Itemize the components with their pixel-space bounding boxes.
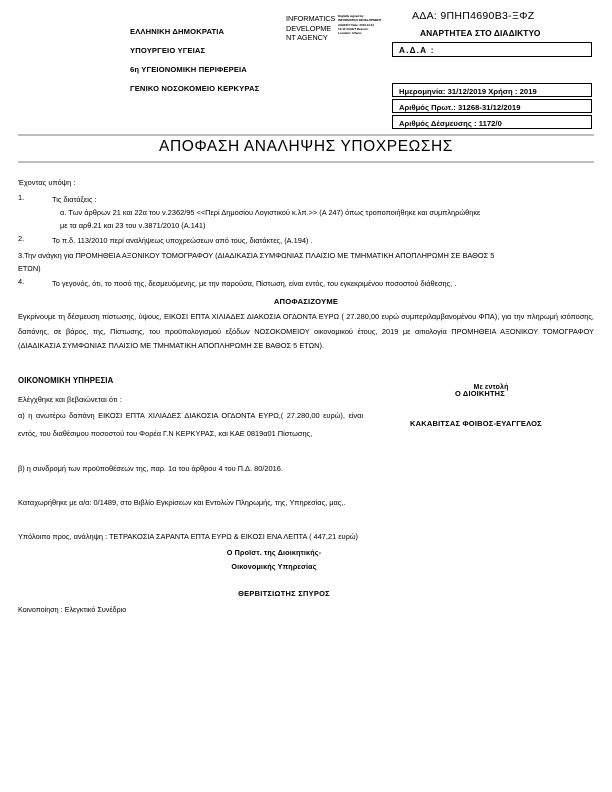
list-item-4-text: Το γεγονός, ότι, το ποσό της, δεσμευόμενης, με την παρούσα, Πίστωση, είναι εντός, του εγκεκριμένου ποσοστού διάθεσης, .: [52, 279, 457, 288]
list-item-1b-text: με τα αρθ.21 και 23 του ν.3871/2010 (Α.141): [60, 221, 206, 230]
issuing-authority-block: [130, 22, 310, 98]
signatory-role-line-2: Οικονομικής Υπηρεσίας: [231, 562, 317, 571]
list-item-2-text: Το π.δ. 113/2010 περί αναλήψεως υποχρεώσεων από τους, διατάκτες, (Α.194) .: [52, 236, 313, 245]
protocol-date-box: [392, 83, 592, 97]
ada-field-box: [392, 42, 592, 57]
authority-line-republic: ΕΛΛΗΝΙΚΗ ΔΗΜΟΚΡΑΤΙΑ: [130, 27, 225, 36]
administrator-title: Ο ΔΙΟΙΚΗΤΗΣ: [455, 389, 505, 398]
protocol-date-text: Ημερομηνία: 31/12/2019 Χρήση : 2019: [399, 86, 537, 96]
ada-code: ΑΔΑ: 9ΠΗΠ4690Β3-ΞΦΖ: [412, 10, 535, 22]
financial-paragraph-a: α) η ανωτέρω δαπάνη ΕΙΚΟΣΙ ΕΠΤΑ ΧΙΛΙΑΔΕΣ ΔΙΑΚΟΣΙΑ ΟΓΔΟΝΤΑ ΕΥΡΩ,( 27.280,00 ευρώ), είναι εντός, του διαθέσιμου ποσοστού του Φορέα Γ.Ν ΚΕΡΚΥΡΑΣ, και ΚΑΕ 0819α01 Πίστωσης,: [18, 411, 363, 438]
list-item-2-number: 2.: [18, 234, 25, 243]
title-rule-bottom: [18, 161, 594, 163]
decision-heading: ΑΠΟΦΑΣΙΖΟΥΜΕ: [273, 297, 339, 306]
list-item-1-number: 1.: [18, 193, 25, 202]
signatory-role-block: [0, 546, 580, 574]
title-rule-top: [18, 134, 594, 136]
decision-paragraph: Εγκρίνουμε τη δέσμευση πίστωσης, ύψους, ΕΙΚΟΣΙ ΕΠΤΑ ΧΙΛΙΑΔΕΣ ΔΙΑΚΟΣΙΑ ΟΓΔΟΝΤΑ ΕΥΡΩ ( 27.280,00 ευρώ συμπεριλαμβανομένου ΦΠΑ), για την πληρωμή ισόποσης, δαπάνης, σε βάρος, της, Πίστωσης, του προϋπολογισμού εξόδων ΝΟΣΟΚΟΜΕΙΟΥ οικονομικού έτους, 2019 με αιτιολογία ΠΡΟΜΗΘΕΙΑ ΑΞΟΝΙΚΟΥ ΤΟΜΟΓΡΑΦΟΥ (ΔΙΑΔΙΚΑΣΙΑ ΣΥΜΦΩΝΙΑΣ ΠΛΑΙΣΙΟ ΜΕ ΤΜΗΜΑΤΙΚΗ ΑΠΟΠΛΗΡΩΜΗ ΣΕ ΒΑΘΟΣ 5 ΕΤΩΝ).: [18, 312, 594, 351]
signatory-role-line-1: Ο Προϊστ. της Διοικητικής-: [226, 548, 322, 557]
authority-line-region: 6η ΥΓΕΙΟΝΟΜΙΚΗ ΠΕΡΙΦΕΡΕΙΑ: [130, 65, 247, 74]
signature-details-text: Digitally signed by INFORMATICS DEVELOPMENT AGENCY Date: 2019.12.31 12:41:23 EET Reason: Location: Athens: [338, 14, 382, 36]
authority-line-ministry: ΥΠΟΥΡΓΕΙΟ ΥΓΕΙΑΣ: [130, 46, 206, 55]
by-order-label: [185, 376, 612, 394]
list-item-1a-text: α. Των άρθρων 21 και 22α του ν.2362/95 <<Περί Δημοσίου Λογιστικού κ.λπ.>> (Α 247) όπως τροποποιήθηκε και συμπληρώθηκε: [60, 208, 481, 217]
ada-field-label: Α.Δ.Α :: [399, 46, 435, 55]
financial-registration-paragraph: Καταχωρήθηκε με α/α: 0/1489, στο Βιβλίο Εγκρίσεων και Εντολών Πληρωμής, της, Υπηρεσίας, μας,.: [18, 498, 346, 507]
signature-agency-name: INFORMATICS DEVELOPMENT AGENCY: [286, 14, 336, 43]
commitment-number-text: Αριθμός Δέσμευσης : 1172/0: [399, 118, 502, 128]
list-item-4-number: 4.: [18, 277, 25, 286]
publish-notice: ΑΝΑΡΤΗΤΕΑ ΣΤΟ ΔΙΑΔΙΚΤΥΟ: [420, 28, 541, 38]
protocol-number-box: [392, 99, 592, 113]
by-order-text: Με εντολή: [473, 384, 509, 391]
list-item-3-text: 3.Την ανάγκη για ΠΡΟΜΗΘΕΙΑ ΑΞΟΝΙΚΟΥ ΤΟΜΟΓΡΑΦΟΥ (ΔΙΑΔΙΚΑΣΙΑ ΣΥΜΦΩΝΙΑΣ ΠΛΑΙΣΙΟ ΜΕ ΤΜΗΜΑΤΙΚΗ ΑΠΟΠΛΗΡΩΜΗ ΣΕ ΒΑΘΟΣ 5: [18, 251, 495, 260]
list-item-3-continuation: ΕΤΩΝ): [18, 264, 41, 273]
signatory-name: ΘΕΡΒΙΤΣΙΩΤΗΣ ΣΠΥΡΟΣ: [238, 589, 330, 598]
digital-signature-stamp: [286, 14, 382, 58]
preamble-lead: Έχοντας υπόψη :: [18, 178, 76, 187]
financial-paragraph-b: β) η συνδρομή των προϋποθέσεων της, παρ. 1α του άρθρου 4 του Π.Δ. 80/2016.: [18, 464, 283, 473]
cc-recipients: Κοινοποίηση : Ελεγκτικό Συνέδριο: [18, 605, 127, 614]
administrator-name: ΚΑΚΑΒΙΤΣΑΣ ΦΟΙΒΟΣ-ΕΥΑΓΓΕΛΟΣ: [410, 419, 542, 428]
commitment-number-box: [392, 115, 592, 129]
remaining-balance-paragraph: Υπόλοιπο προς, ανάληψη : ΤΕΤΡΑΚΟΣΙΑ ΣΑΡΑΝΤΑ ΕΠΤΑ ΕΥΡΩ & ΕΙΚΟΣΙ ΕΝΑ ΛΕΠΤΑ ( 447,21 ευρώ): [18, 532, 359, 541]
list-item-1-text: Τις διατάξεις :: [52, 195, 97, 204]
authority-line-hospital: ΓΕΝΙΚΟ ΝΟΣΟΚΟΜΕΙΟ ΚΕΡΚΥΡΑΣ: [130, 84, 260, 93]
page-title: ΑΠΟΦΑΣΗ ΑΝΑΛΗΨΗΣ ΥΠΟΧΡΕΩΣΗΣ: [159, 138, 453, 155]
financial-service-heading: ΟΙΚΟΝΟΜΙΚΗ ΥΠΗΡΕΣΙΑ: [18, 376, 114, 385]
protocol-number-text: Αριθμός Πρωτ.: 31268-31/12/2019: [399, 102, 521, 112]
verification-line: Ελέγχθηκε και βεβαιώνεται ότι :: [18, 395, 122, 404]
